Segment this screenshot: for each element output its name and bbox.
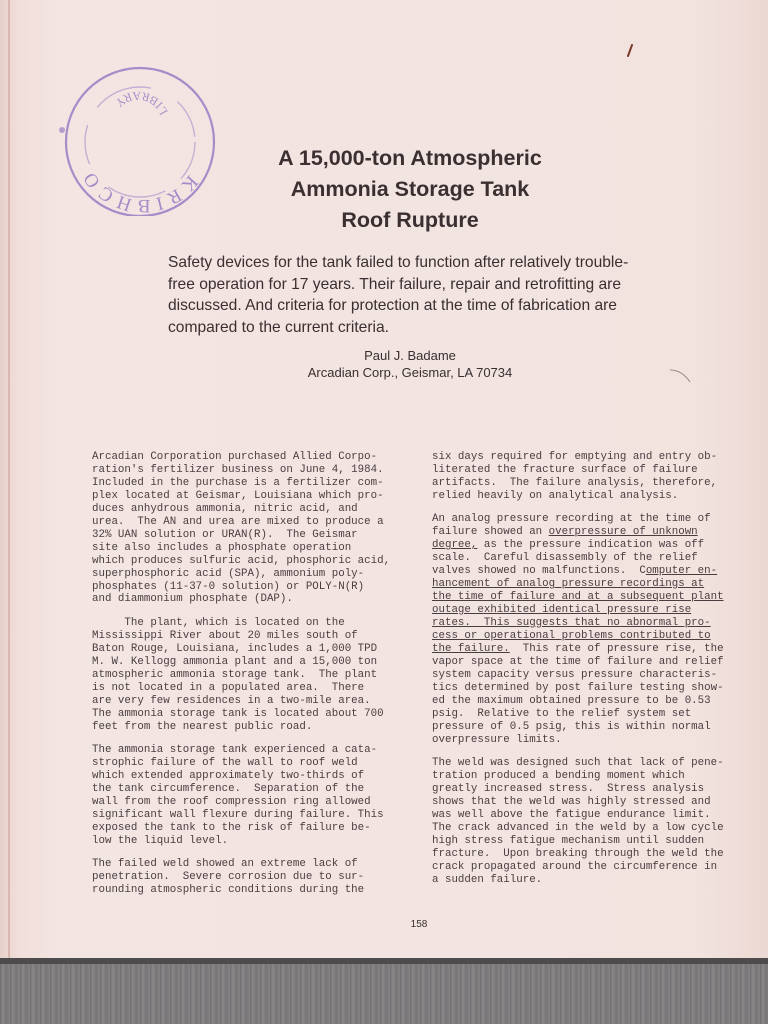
stamp-inner-text: LIBRARY [111, 88, 171, 118]
text-line: tration produced a bending moment which [432, 769, 685, 782]
text-line: and diammonium phosphate (DAP). [92, 593, 293, 606]
text-line: high stress fatigue mechanism until sudden [432, 834, 705, 847]
right-paragraph [432, 513, 752, 746]
title-line: Ammonia Storage Tank [290, 177, 530, 201]
text-line: 32% UAN solution or URAN(R). The Geismar [92, 528, 358, 541]
text-line: the tank circumference. Separation of the [92, 782, 365, 795]
text-line: duces anhydrous ammonia, nitric acid, and [92, 502, 358, 515]
title-line: Roof Rupture [341, 208, 479, 232]
article-subtitle [168, 252, 668, 338]
text-line: rounding atmospheric conditions during the [92, 884, 365, 897]
underlined-text: the time of failure and at a subsequent plant [432, 591, 724, 604]
text-line: fracture. Upon breaking through the weld the [432, 847, 724, 860]
author-affiliation: Arcadian Corp., Geismar, LA 70734 [307, 365, 513, 380]
underlined-text: overpressure of unknown [548, 526, 698, 539]
right-column [432, 451, 752, 897]
text-line: The failed weld showed an extreme lack of [92, 858, 358, 871]
text-line: scale. Careful disassembly of the relief [432, 552, 698, 565]
stamp-dot [59, 127, 65, 133]
text-line: significant wall flexure during failure. This [92, 808, 384, 821]
text-line: psig. Relative to the relief system set [432, 707, 692, 720]
left-paragraph [92, 858, 412, 897]
ink-mark [624, 44, 636, 58]
background-surface [0, 958, 768, 1024]
subtitle-line: Safety devices for the tank failed to function after relatively trouble- [168, 254, 629, 271]
underlined-text: degree, [432, 539, 478, 552]
text-line: vapor space at the time of failure and relief [432, 655, 724, 668]
left-column [92, 451, 412, 908]
author-block [280, 347, 540, 381]
text-line: literated the fracture surface of failure [432, 463, 698, 476]
text-line: The weld was designed such that lack of pene- [432, 756, 724, 769]
text-line: artifacts. The failure analysis, therefore, [432, 476, 718, 489]
stamp-ring-text: KRIBHCO [76, 164, 202, 216]
text-line: the failure. This rate of pressure rise, the [432, 642, 724, 655]
text-line [432, 578, 752, 591]
right-paragraph [432, 757, 752, 887]
text-line: feet from the nearest public road. [92, 720, 313, 733]
text-line: wall from the roof compression ring allowed [92, 795, 371, 808]
underlined-text: cess or operational problems contributed to [432, 629, 711, 642]
underlined-text: rates. This suggests that no abnormal pro- [432, 616, 711, 629]
text-line: shows that the weld was highly stressed and [432, 795, 711, 808]
library-stamp [48, 58, 226, 216]
page-shadow [0, 958, 768, 964]
underlined-text: outage exhibited identical pressure rise [432, 603, 692, 616]
text-line: which extended approximately two-thirds of [92, 769, 365, 782]
pencil-mark [668, 366, 694, 386]
text-line: phosphates (11-37-0 solution) or POLY-N(R) [92, 580, 365, 593]
text-line: The crack advanced in the weld by a low cycle [432, 821, 724, 834]
text-line: atmospheric ammonia storage tank. The plant [92, 668, 378, 681]
text-line [432, 630, 752, 643]
text-line: relied heavily on analytical analysis. [432, 489, 679, 502]
text-line: strophic failure of the wall to roof weld [92, 756, 358, 769]
underlined-text: the failure. [432, 642, 510, 655]
text-line: The plant, which is located on the [92, 616, 345, 629]
text-line: The ammonia storage tank is located about 700 [92, 707, 384, 720]
text-line: pressure of 0.5 psig, this is within normal [432, 720, 711, 733]
underlined-text: omputer en- [645, 565, 718, 578]
article-title [240, 143, 580, 236]
author-name: Paul J. Badame [364, 348, 456, 363]
right-paragraph [432, 451, 752, 503]
text-line: system capacity versus pressure characteris- [432, 668, 718, 681]
text-line: plex located at Geismar, Louisiana which pro- [92, 489, 384, 502]
subtitle-line: free operation for 17 years. Their failure, repair and retrofitting are [168, 275, 622, 293]
text-line: urea. The AN and urea are mixed to produce a [92, 515, 384, 528]
text-line: ration's fertilizer business on June 4, 1984. [92, 463, 384, 476]
text-line: low the liquid level. [92, 834, 229, 847]
text-line: degree, as the pressure indication was off [432, 539, 705, 552]
subtitle-line: discussed. And criteria for protection at the time of fabrication are [168, 297, 617, 314]
binding-edge [8, 0, 10, 958]
text-line: The ammonia storage tank experienced a cata- [92, 744, 378, 757]
text-line: Mississippi River about 20 miles south of [92, 629, 358, 642]
text-line: penetration. Severe corrosion due to sur- [92, 871, 365, 884]
text-line: ed the maximum obtained pressure to be 0.53 [432, 694, 711, 707]
text-line [432, 617, 752, 630]
text-line: a sudden failure. [432, 873, 543, 886]
text-line: exposed the tank to the risk of failure be- [92, 821, 371, 834]
text-line [432, 604, 752, 617]
text-line: Arcadian Corporation purchased Allied Corpo- [92, 451, 378, 463]
text-line: tics determined by post failure testing show- [432, 681, 724, 694]
text-line: failure showed an overpressure of unknown [432, 526, 698, 539]
text-line: superphosphoric acid (SPA), ammonium poly- [92, 567, 365, 580]
text-line: crack propagated around the circumference in [432, 860, 718, 873]
text-line: overpressure limits. [432, 733, 562, 746]
text-line: six days required for emptying and entry ob- [432, 451, 718, 463]
text-line [432, 591, 752, 604]
text-line: greatly increased stress. Stress analysis [432, 782, 705, 795]
text-line: is not located in a populated area. There [92, 681, 365, 694]
title-line: A 15,000-ton Atmospheric [278, 146, 542, 170]
left-paragraph [92, 744, 412, 848]
text-line: M. W. Kellogg ammonia plant and a 15,000 ton [92, 655, 378, 668]
text-line: An analog pressure recording at the time of [432, 513, 711, 526]
text-line: Included in the purchase is a fertilizer com- [92, 476, 384, 489]
left-paragraph [92, 617, 412, 734]
left-paragraph [92, 451, 412, 606]
text-line: was well above the fatigue endurance limit. [432, 808, 711, 821]
underlined-text: hancement of analog pressure recordings at [432, 578, 705, 591]
text-line: are very few residences in a two-mile area. [92, 694, 371, 707]
text-line: which produces sulfuric acid, phosphoric acid, [92, 554, 391, 567]
text-line: valves showed no malfunctions. Computer en- [432, 565, 718, 578]
text-line: site also includes a phosphate operation [92, 541, 352, 554]
subtitle-line: compared to the current criteria. [168, 318, 390, 336]
text-line: Baton Rouge, Louisiana, includes a 1,000 TPD [92, 642, 378, 655]
page-number: 158 [410, 919, 428, 930]
